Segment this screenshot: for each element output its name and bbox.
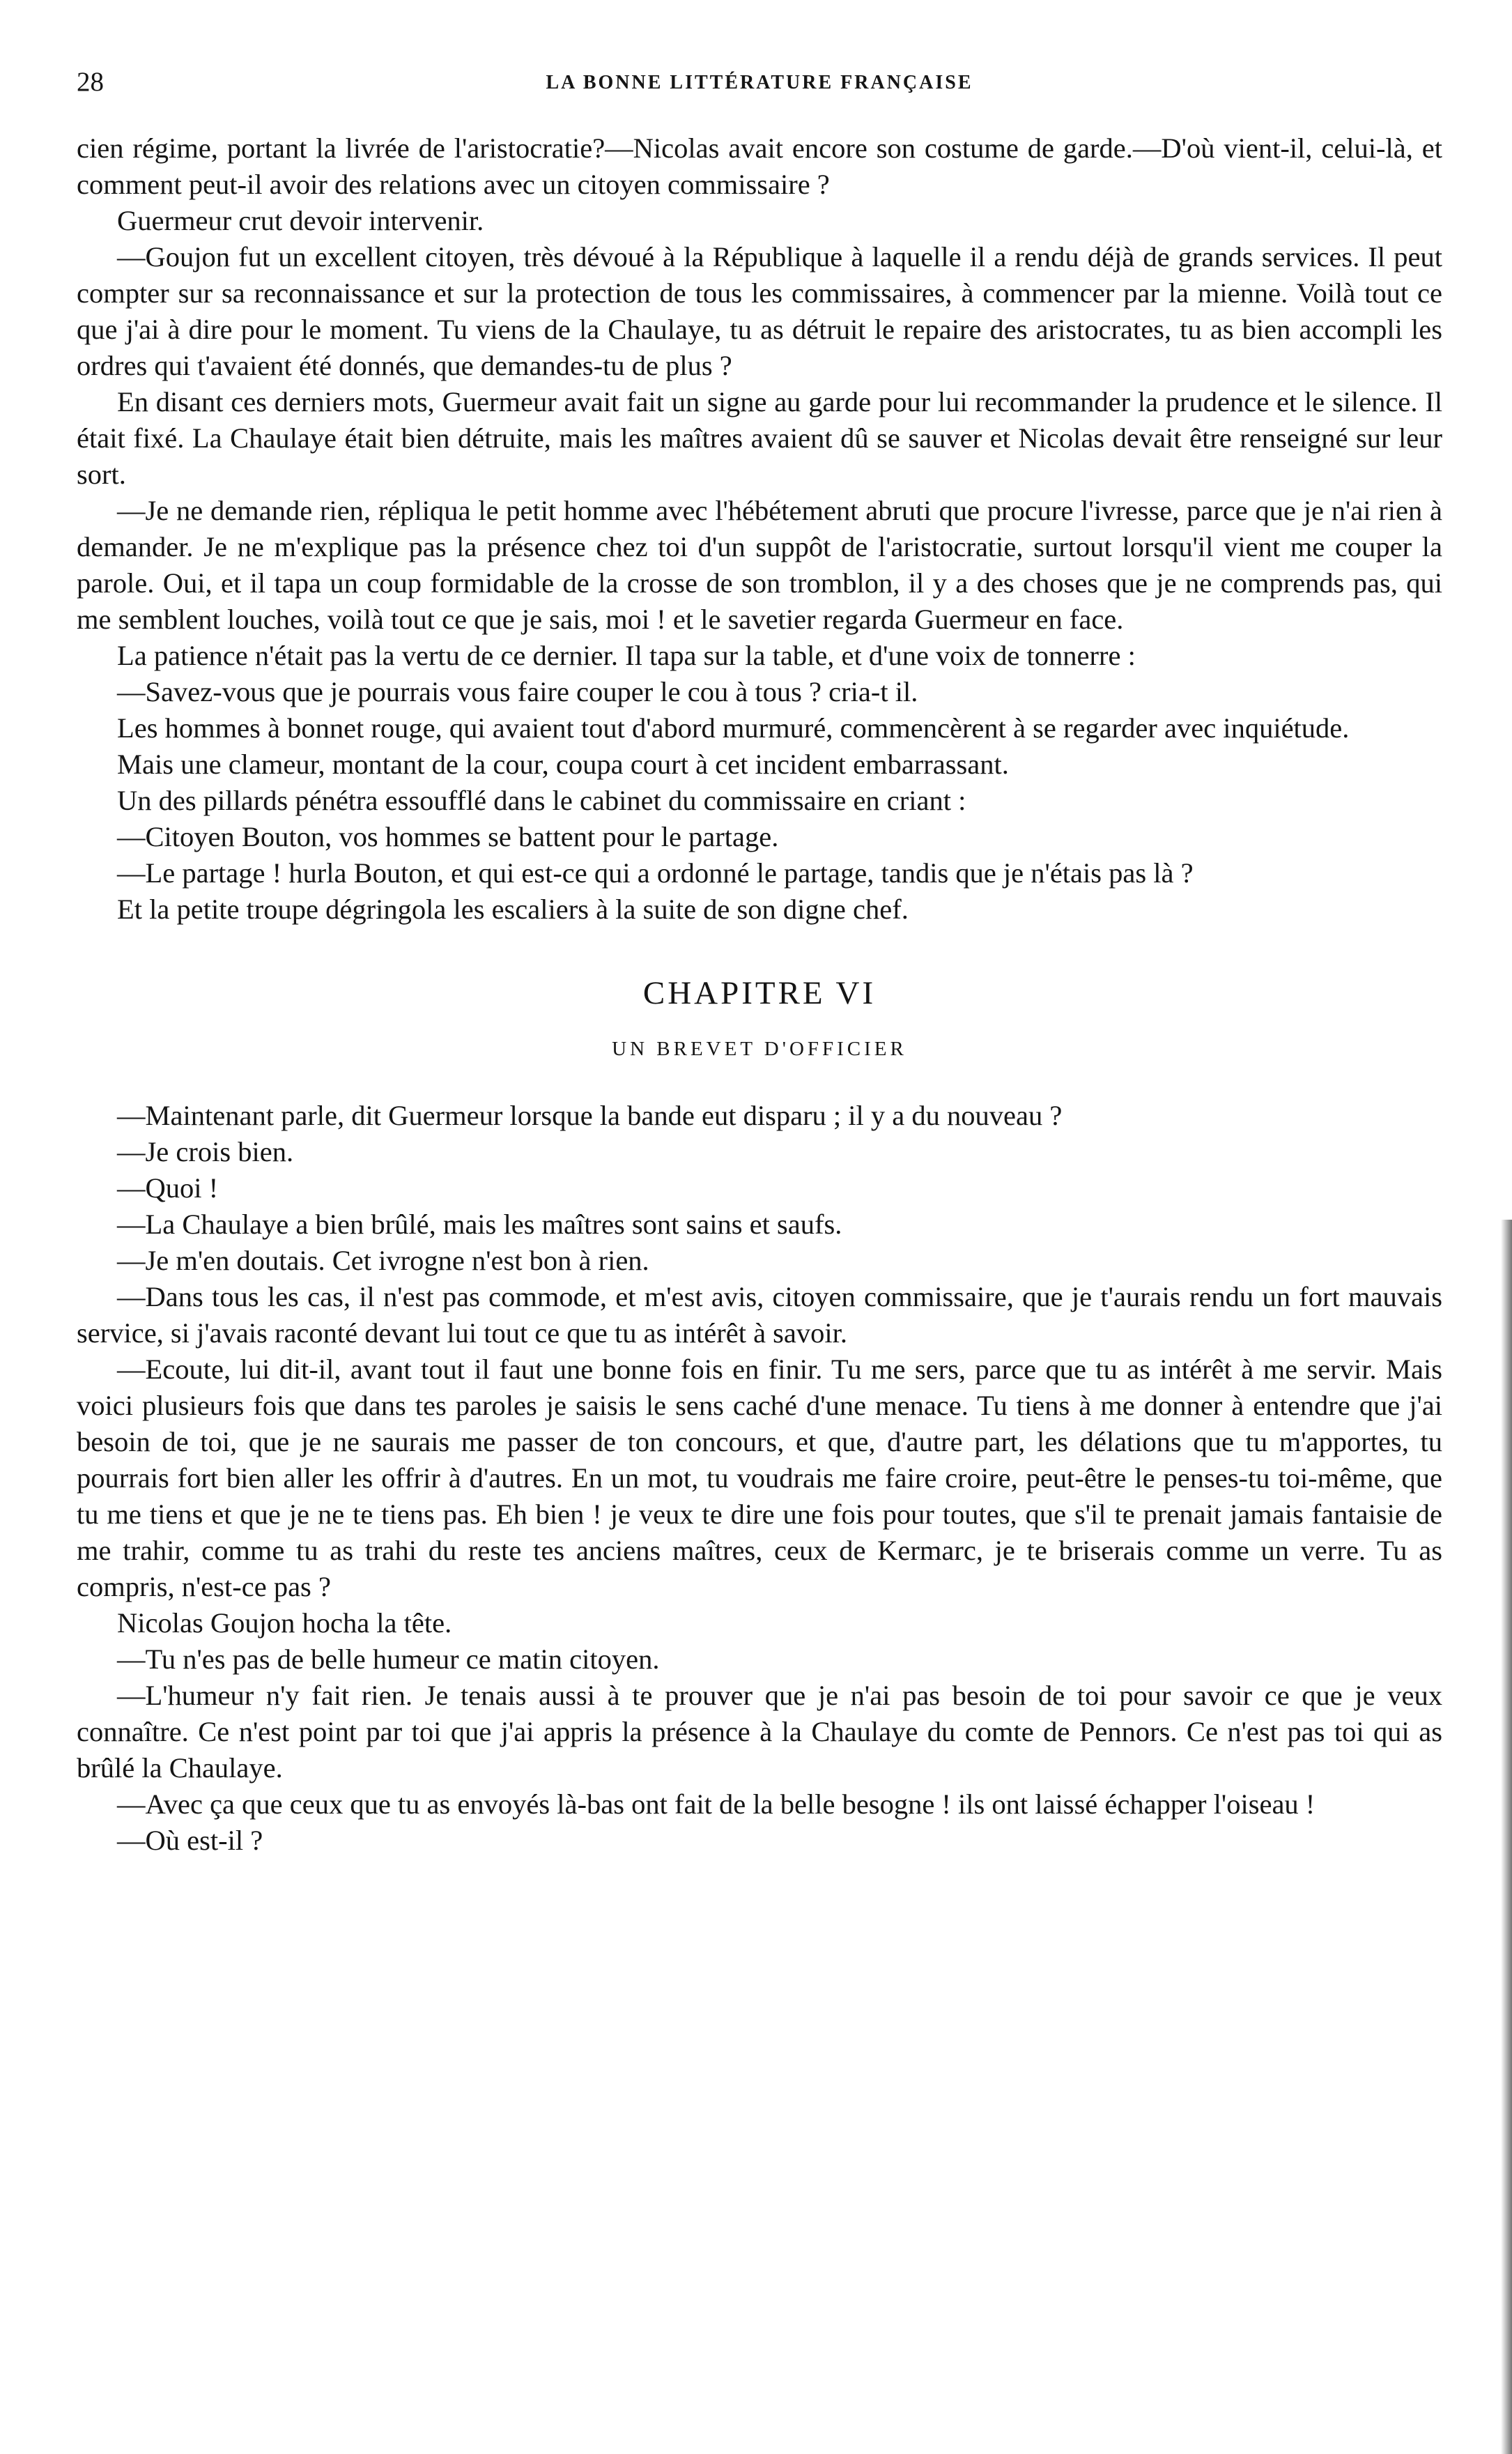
paragraph: cien régime, portant la livrée de l'aristocratie?—Nicolas avait encore son costume de garde.—D'où vient-il, celui-là, et comment peut-il avoir des relations avec un citoyen commissaire ? <box>77 132 1442 200</box>
paragraph: Et la petite troupe dégringola les escaliers à la suite de son digne chef. <box>117 894 909 925</box>
paragraph: —Quoi ! <box>117 1172 219 1204</box>
body-text <box>77 130 1442 1859</box>
page-edge-shadow <box>1501 1220 1512 2454</box>
paragraph: Mais une clameur, montant de la cour, coupa court à cet incident embarrassant. <box>117 749 1009 780</box>
paragraph: —La Chaulaye a bien brûlé, mais les maîtres sont sains et saufs. <box>117 1209 842 1240</box>
paragraph: La patience n'était pas la vertu de ce dernier. Il tapa sur la table, et d'une voix de tonnerre : <box>117 640 1136 671</box>
paragraph: —Dans tous les cas, il n'est pas commode, et m'est avis, citoyen commissaire, que je t'aurais rendu un fort mauvais service, si j'avais raconté devant lui tout ce que tu as intérêt à savoir. <box>77 1281 1442 1349</box>
paragraph: —Citoyen Bouton, vos hommes se battent pour le partage. <box>117 821 779 852</box>
paragraph: —Où est-il ? <box>117 1825 263 1856</box>
paragraph: —Je m'en doutais. Cet ivrogne n'est bon à rien. <box>117 1245 649 1276</box>
paragraph: —Avec ça que ceux que tu as envoyés là-bas ont fait de la belle besogne ! ils ont laissé échapper l'oiseau ! <box>117 1788 1316 1820</box>
paragraph: Les hommes à bonnet rouge, qui avaient tout d'abord murmuré, commencèrent à se regarder avec inquiétude. <box>117 712 1350 744</box>
page-header <box>77 66 1442 108</box>
paragraph: —Savez-vous que je pourrais vous faire couper le cou à tous ? cria-t il. <box>117 676 918 707</box>
book-page <box>77 66 1442 1859</box>
paragraph: En disant ces derniers mots, Guermeur avait fait un signe au garde pour lui recommander la prudence et le silence. Il était fixé. La Chaulaye était bien détruite, mais les maîtres avaient dû se sauver et Nicolas devait être renseigné sur leur sort. <box>77 386 1442 490</box>
chapter-subtitle: UN BREVET D'OFFICIER <box>612 1038 907 1060</box>
paragraph: —Ecoute, lui dit-il, avant tout il faut une bonne fois en finir. Tu me sers, parce que tu as intérêt à me servir. Mais voici plusieurs fois que dans tes paroles je saisis le sens caché d'une menace. Tu tiens à me donner à entendre que j'ai besoin de toi, que je ne saurais me passer de ton concours, et que, d'autre part, les délations que tu m'apportes, tu pourrais fort bien aller les offrir à d'autres. En un mot, tu voudrais me faire croire, peut-être le penses-tu toi-même, que tu me tiens et que je ne te tiens pas. Eh bien ! je veux te dire une fois pour toutes, que s'il te prenait jamais fantaisie de me trahir, comme tu as trahi du reste tes anciens maîtres, ceux de Kermarc, je te briserais comme un verre. Tu as compris, n'est-ce pas ? <box>77 1353 1442 1602</box>
paragraph: —Je crois bien. <box>117 1136 294 1167</box>
paragraph: —L'humeur n'y fait rien. Je tenais aussi à te prouver que je n'ai pas besoin de toi pour savoir ce que je veux connaître. Ce n'est point par toi que j'ai appris la présence à la Chaulaye du comte de Pennors. Ce n'est pas toi qui as brûlé la Chaulaye. <box>77 1680 1442 1784</box>
paragraph: Un des pillards pénétra essoufflé dans le cabinet du commissaire en criant : <box>117 785 966 816</box>
paragraph: —Le partage ! hurla Bouton, et qui est-ce qui a ordonné le partage, tandis que je n'étais pas là ? <box>117 857 1194 889</box>
paragraph: Nicolas Goujon hocha la tête. <box>117 1607 452 1639</box>
paragraph: —Goujon fut un excellent citoyen, très dévoué à la République à laquelle il a rendu déjà de grands services. Il peut compter sur sa reconnaissance et sur la protection de tous les commissaires, à commencer par la mienne. Voilà tout ce que j'ai à dire pour le moment. Tu viens de la Chaulaye, tu as détruit le repaire des aristocrates, tu as bien accompli les ordres qui t'avaient été donnés, que demandes-tu de plus ? <box>77 241 1442 381</box>
chapter-title: CHAPITRE VI <box>642 975 877 1011</box>
paragraph: Guermeur crut devoir intervenir. <box>117 205 484 236</box>
paragraph: —Je ne demande rien, répliqua le petit homme avec l'hébétement abruti que procure l'ivresse, parce que je n'ai rien à demander. Je ne m'explique pas la présence chez toi d'un suppôt de l'aristocratie, surtout lorsqu'il vient me couper la parole. Oui, et il tapa un coup formidable de la crosse de son tromblon, il y a des choses que je ne comprends pas, qui me semblent louches, voilà tout ce que je sais, moi ! et le savetier regarda Guermeur en face. <box>77 495 1442 635</box>
running-title: LA BONNE LITTÉRATURE FRANÇAISE <box>546 72 973 93</box>
paragraph: —Maintenant parle, dit Guermeur lorsque la bande eut disparu ; il y a du nouveau ? <box>117 1100 1063 1131</box>
page-number: 28 <box>77 67 104 97</box>
paragraph: —Tu n'es pas de belle humeur ce matin citoyen. <box>117 1643 660 1675</box>
